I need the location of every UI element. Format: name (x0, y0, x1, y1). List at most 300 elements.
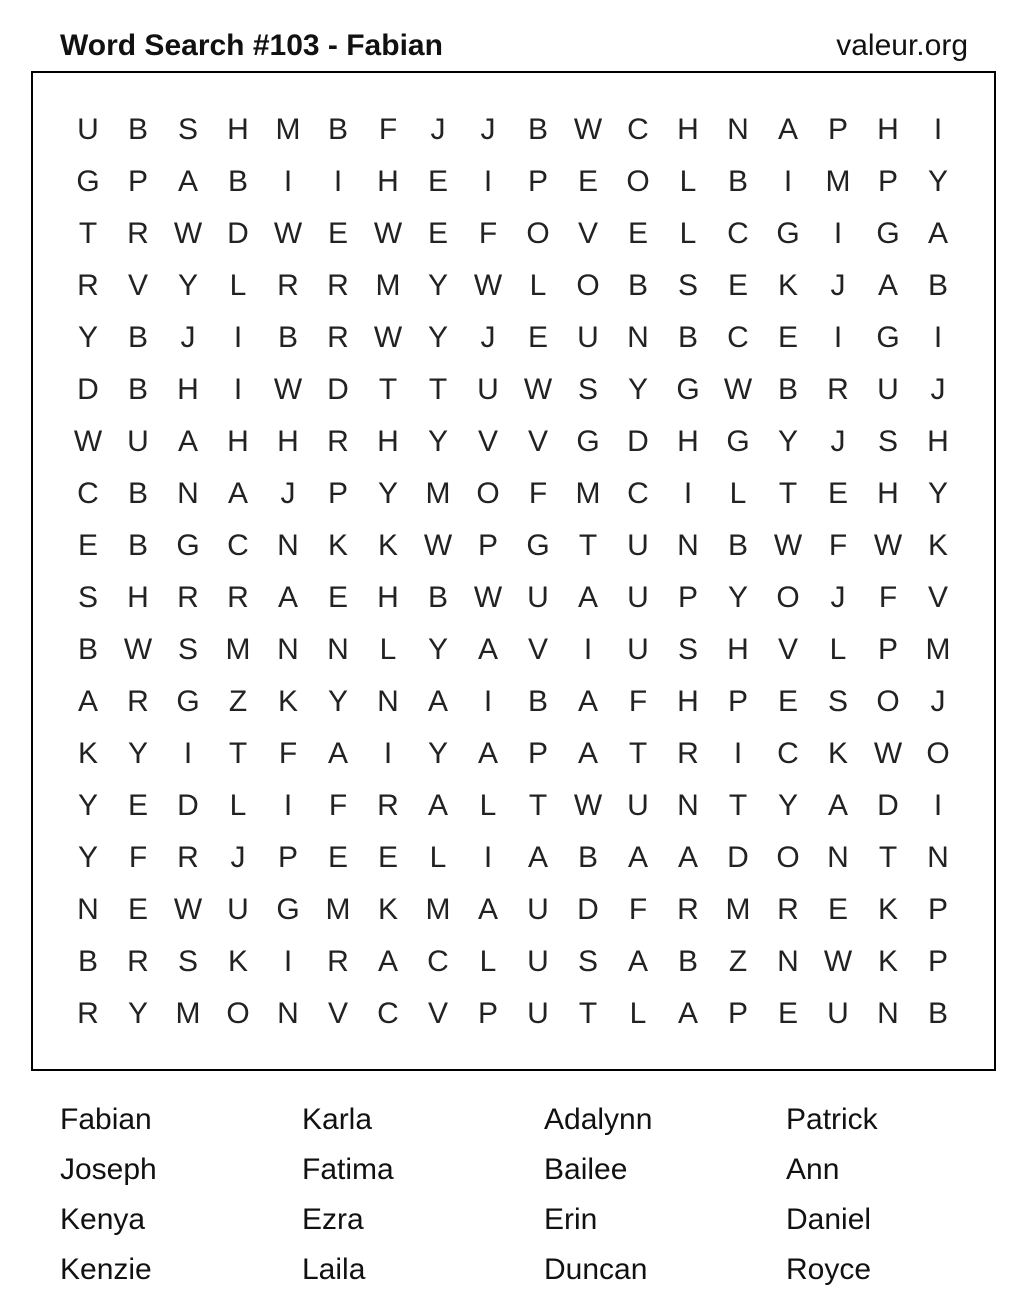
grid-letter: A (377, 945, 398, 978)
grid-letter: K (777, 269, 798, 302)
grid-letter: W (773, 529, 803, 562)
grid-letter: G (726, 425, 750, 458)
grid-letter: R (177, 581, 199, 614)
grid-letter: W (473, 581, 503, 614)
grid-letter: E (827, 477, 848, 510)
grid-letter: J (830, 425, 846, 458)
grid-letter: E (327, 217, 348, 250)
grid-letter: T (728, 789, 748, 822)
grid-letter: C (627, 477, 649, 510)
grid-letter: S (177, 945, 198, 978)
grid-letter: M (425, 477, 451, 510)
grid-letter: D (727, 841, 749, 874)
word-list-item: Erin (544, 1203, 598, 1236)
grid-letter: H (677, 425, 699, 458)
grid-letter: C (427, 945, 449, 978)
grid-letter: U (627, 529, 649, 562)
grid-letter: U (627, 581, 649, 614)
grid-letter: G (526, 529, 550, 562)
grid-letter: H (677, 113, 699, 146)
grid-letter: I (683, 477, 693, 510)
word-list-item: Kenya (60, 1203, 146, 1236)
grid-letter: H (377, 165, 399, 198)
grid-letter: S (827, 685, 848, 718)
grid-letter: N (627, 321, 649, 354)
grid-letter: O (876, 685, 900, 718)
grid-letter: L (829, 633, 847, 666)
word-list-item: Karla (302, 1103, 373, 1136)
grid-letter: G (76, 165, 100, 198)
grid-letter: J (180, 321, 196, 354)
grid-letter: R (377, 789, 399, 822)
grid-letter: E (627, 217, 648, 250)
grid-letter: K (227, 945, 248, 978)
grid-letter: F (478, 217, 498, 250)
grid-letter: W (173, 893, 203, 926)
grid-letter: N (277, 633, 299, 666)
grid-letter: U (227, 893, 249, 926)
grid-letter: H (877, 477, 899, 510)
grid-letter: Y (427, 321, 448, 354)
grid-letter: T (378, 373, 398, 406)
grid-letter: J (930, 685, 946, 718)
grid-letter: S (77, 581, 98, 614)
grid-letter: R (127, 945, 149, 978)
word-list-item: Joseph (60, 1153, 157, 1186)
grid-letter: G (176, 685, 200, 718)
grid-letter: V (527, 633, 548, 666)
grid-letter: K (377, 893, 398, 926)
grid-letter: K (877, 945, 898, 978)
grid-letter: M (825, 165, 851, 198)
grid-letter: M (325, 893, 351, 926)
grid-letter: J (830, 269, 846, 302)
grid-letter: R (327, 425, 349, 458)
grid-letter: P (927, 893, 948, 926)
grid-letter: I (733, 737, 743, 770)
grid-letter: I (483, 685, 493, 718)
grid-letter: Y (427, 425, 448, 458)
grid-letter: N (277, 529, 299, 562)
grid-letter: A (577, 581, 598, 614)
grid-letter: C (777, 737, 799, 770)
word-list-item: Royce (786, 1253, 872, 1286)
grid-letter: U (127, 425, 149, 458)
grid-letter: S (177, 113, 198, 146)
grid-letter: Y (777, 425, 798, 458)
grid-letter: E (127, 893, 148, 926)
grid-letter: L (679, 165, 697, 198)
grid-letter: Y (377, 477, 398, 510)
grid-letter: R (327, 945, 349, 978)
grid-letter: P (327, 477, 348, 510)
grid-letter: F (328, 789, 348, 822)
grid-letter: T (878, 841, 898, 874)
grid-letter: I (233, 321, 243, 354)
grid-letter: K (927, 529, 948, 562)
grid-letter: N (877, 997, 899, 1030)
grid-letter: B (777, 373, 798, 406)
grid-letter: B (677, 945, 698, 978)
grid-letter: A (777, 113, 798, 146)
grid-letter: I (183, 737, 193, 770)
grid-letter: T (428, 373, 448, 406)
grid-letter: N (677, 789, 699, 822)
grid-letter: M (925, 633, 951, 666)
grid-letter: P (677, 581, 698, 614)
grid-letter: K (277, 685, 298, 718)
grid-letter: W (873, 529, 903, 562)
grid-letter: P (527, 165, 548, 198)
grid-letter: Y (427, 269, 448, 302)
grid-letter: L (229, 789, 247, 822)
grid-letter: H (727, 633, 749, 666)
grid-letter: N (377, 685, 399, 718)
grid-letter: D (227, 217, 249, 250)
grid-letter: U (527, 893, 549, 926)
grid-letter: P (127, 165, 148, 198)
grid-letter: D (877, 789, 899, 822)
grid-letter: H (177, 373, 199, 406)
word-list (60, 1095, 1028, 1295)
grid-letter: O (776, 581, 800, 614)
grid-letter: W (573, 113, 603, 146)
grid-letter: P (477, 997, 498, 1030)
grid-letter: H (227, 425, 249, 458)
grid-letter: U (527, 581, 549, 614)
grid-letter: I (933, 113, 943, 146)
grid-letter: O (476, 477, 500, 510)
grid-letter: O (776, 841, 800, 874)
grid-letter: G (676, 373, 700, 406)
grid-letter: F (378, 113, 398, 146)
grid-letter: I (783, 165, 793, 198)
grid-letter: N (827, 841, 849, 874)
grid-letter: A (927, 217, 948, 250)
grid-letter: J (830, 581, 846, 614)
grid-letter: H (877, 113, 899, 146)
grid-letter: I (933, 321, 943, 354)
grid-letter: V (327, 997, 348, 1030)
grid-letter: E (77, 529, 98, 562)
grid-letter: U (627, 633, 649, 666)
grid-letter: V (927, 581, 948, 614)
grid-letter: B (627, 269, 648, 302)
grid-letter: E (577, 165, 598, 198)
grid-letter: A (577, 737, 598, 770)
grid-letter: Y (127, 737, 148, 770)
grid-letter: A (627, 945, 648, 978)
grid-letter: P (927, 945, 948, 978)
grid-letter: J (230, 841, 246, 874)
grid-letter: W (573, 789, 603, 822)
grid-letter: G (276, 893, 300, 926)
grid-letter: B (227, 165, 248, 198)
grid-letter: L (429, 841, 447, 874)
grid-letter: F (528, 477, 548, 510)
grid-letter: E (527, 321, 548, 354)
grid-letter: R (77, 997, 99, 1030)
grid-letter: T (778, 477, 798, 510)
grid-letter: T (78, 217, 98, 250)
grid-letter: N (677, 529, 699, 562)
grid-letter: K (377, 529, 398, 562)
grid-letter: A (427, 685, 448, 718)
grid-letter: W (273, 217, 303, 250)
grid-letter: B (327, 113, 348, 146)
grid-letter: K (77, 737, 98, 770)
grid-letter: T (628, 737, 648, 770)
grid-letter: B (677, 321, 698, 354)
grid-letter: O (526, 217, 550, 250)
grid-letter: L (629, 997, 647, 1030)
grid-letter: A (177, 165, 198, 198)
grid-letter: W (273, 373, 303, 406)
grid-letter: A (677, 997, 698, 1030)
grid-letter: C (377, 997, 399, 1030)
grid-letter: W (373, 217, 403, 250)
grid-letter: E (127, 789, 148, 822)
grid-letter: R (277, 269, 299, 302)
grid-letter: Y (77, 321, 98, 354)
grid-letter: C (227, 529, 249, 562)
grid-letter: B (527, 113, 548, 146)
grid-letter: D (77, 373, 99, 406)
grid-letter: U (877, 373, 899, 406)
grid-letter: B (127, 477, 148, 510)
grid-letter: U (627, 789, 649, 822)
grid-letter: S (577, 945, 598, 978)
grid-letter: A (527, 841, 548, 874)
grid-letter: A (177, 425, 198, 458)
grid-letter: Z (728, 945, 748, 978)
grid-letter: N (177, 477, 199, 510)
grid-letter: W (873, 737, 903, 770)
word-list-item: Fatima (302, 1153, 394, 1186)
grid-letter: P (477, 529, 498, 562)
grid-letter: B (77, 633, 98, 666)
grid-letter: L (729, 477, 747, 510)
grid-letter: B (127, 321, 148, 354)
grid-letter: F (828, 529, 848, 562)
grid-letter: V (127, 269, 148, 302)
grid-letter: B (277, 321, 298, 354)
grid-letter: I (933, 789, 943, 822)
grid-letter: A (477, 633, 498, 666)
grid-letter: A (827, 789, 848, 822)
grid-letter: A (477, 737, 498, 770)
grid-letter: I (583, 633, 593, 666)
grid-letter: H (377, 425, 399, 458)
grid-letter: Y (427, 737, 448, 770)
grid-letter: W (173, 217, 203, 250)
grid-letter: E (377, 841, 398, 874)
grid-letter: S (677, 633, 698, 666)
grid-letter: L (479, 945, 497, 978)
grid-letter: I (483, 841, 493, 874)
grid-letter: M (175, 997, 201, 1030)
letter-grid (63, 104, 963, 1040)
grid-letter: P (877, 165, 898, 198)
grid-letter: M (375, 269, 401, 302)
grid-letter: R (777, 893, 799, 926)
grid-letter: B (127, 529, 148, 562)
grid-letter: C (627, 113, 649, 146)
grid-letter: B (727, 529, 748, 562)
grid-letter: H (677, 685, 699, 718)
grid-letter: E (727, 269, 748, 302)
grid-letter: Z (228, 685, 248, 718)
grid-letter: S (877, 425, 898, 458)
grid-letter: R (677, 893, 699, 926)
grid-letter: E (777, 321, 798, 354)
grid-letter: F (628, 893, 648, 926)
grid-letter: P (877, 633, 898, 666)
grid-letter: A (327, 737, 348, 770)
grid-letter: A (677, 841, 698, 874)
grid-letter: H (227, 113, 249, 146)
word-list-item: Adalynn (544, 1103, 653, 1136)
grid-letter: R (327, 269, 349, 302)
grid-letter: H (277, 425, 299, 458)
grid-letter: O (626, 165, 650, 198)
grid-letter: M (725, 893, 751, 926)
word-list-item: Daniel (786, 1203, 872, 1236)
grid-letter: C (77, 477, 99, 510)
grid-letter: G (876, 321, 900, 354)
grid-letter: E (327, 581, 348, 614)
word-list-item: Duncan (544, 1253, 648, 1286)
grid-letter: P (527, 737, 548, 770)
grid-letter: Y (127, 997, 148, 1030)
grid-letter: J (430, 113, 446, 146)
word-list-item: Laila (302, 1253, 366, 1286)
grid-letter: J (930, 373, 946, 406)
word-list-item: Fabian (60, 1103, 152, 1136)
grid-letter: R (227, 581, 249, 614)
grid-letter: A (427, 789, 448, 822)
grid-letter: B (927, 997, 948, 1030)
grid-letter: L (529, 269, 547, 302)
grid-letter: A (77, 685, 98, 718)
grid-letter: I (383, 737, 393, 770)
grid-letter: D (627, 425, 649, 458)
grid-letter: E (427, 165, 448, 198)
grid-letter: N (277, 997, 299, 1030)
grid-letter: H (377, 581, 399, 614)
grid-letter: Y (327, 685, 348, 718)
grid-letter: U (527, 997, 549, 1030)
grid-letter: R (827, 373, 849, 406)
grid-letter: T (578, 529, 598, 562)
grid-letter: W (723, 373, 753, 406)
grid-letter: A (877, 269, 898, 302)
grid-letter: U (577, 321, 599, 354)
grid-letter: R (127, 217, 149, 250)
grid-letter: G (776, 217, 800, 250)
grid-letter: B (427, 581, 448, 614)
grid-letter: U (527, 945, 549, 978)
grid-letter: K (827, 737, 848, 770)
grid-letter: M (575, 477, 601, 510)
grid-letter: I (283, 945, 293, 978)
grid-letter: W (473, 269, 503, 302)
grid-letter: N (927, 841, 949, 874)
grid-letter: E (777, 997, 798, 1030)
word-list-item: Kenzie (60, 1253, 152, 1286)
grid-letter: L (679, 217, 697, 250)
grid-letter: I (233, 373, 243, 406)
grid-letter: Y (177, 269, 198, 302)
grid-letter: A (227, 477, 248, 510)
grid-letter: N (727, 113, 749, 146)
word-list-item: Ezra (302, 1203, 364, 1236)
grid-letter: J (480, 113, 496, 146)
grid-letter: Y (77, 789, 98, 822)
grid-letter: B (127, 113, 148, 146)
grid-letter: U (477, 373, 499, 406)
grid-letter: O (926, 737, 950, 770)
grid-letter: F (278, 737, 298, 770)
grid-letter: T (228, 737, 248, 770)
grid-letter: P (727, 685, 748, 718)
grid-letter: P (727, 997, 748, 1030)
grid-letter: Y (627, 373, 648, 406)
grid-letter: R (77, 269, 99, 302)
grid-letter: W (423, 529, 453, 562)
grid-letter: B (927, 269, 948, 302)
grid-letter: V (577, 217, 598, 250)
grid-letter: R (127, 685, 149, 718)
grid-letter: D (577, 893, 599, 926)
grid-letter: B (727, 165, 748, 198)
grid-letter: F (878, 581, 898, 614)
grid-letter: B (527, 685, 548, 718)
word-list-item: Bailee (544, 1153, 628, 1186)
grid-letter: J (480, 321, 496, 354)
grid-letter: P (277, 841, 298, 874)
grid-letter: Y (777, 789, 798, 822)
grid-letter: F (128, 841, 148, 874)
grid-letter: B (127, 373, 148, 406)
grid-letter: V (427, 997, 448, 1030)
grid-letter: M (425, 893, 451, 926)
grid-letter: W (73, 425, 103, 458)
grid-letter: Y (927, 477, 948, 510)
grid-letter: S (177, 633, 198, 666)
grid-letter: J (280, 477, 296, 510)
grid-letter: E (777, 685, 798, 718)
site-name: valeur.org (836, 29, 968, 62)
grid-letter: Y (927, 165, 948, 198)
grid-letter: C (727, 217, 749, 250)
grid-letter: T (578, 997, 598, 1030)
grid-letter: P (827, 113, 848, 146)
page-title: Word Search #103 - Fabian (60, 29, 443, 62)
grid-letter: W (373, 321, 403, 354)
grid-letter: K (327, 529, 348, 562)
grid-letter: A (477, 893, 498, 926)
grid-letter: S (677, 269, 698, 302)
grid-letter: K (877, 893, 898, 926)
grid-letter: I (483, 165, 493, 198)
grid-letter: B (77, 945, 98, 978)
grid-letter: G (176, 529, 200, 562)
grid-letter: M (225, 633, 251, 666)
grid-letter: E (427, 217, 448, 250)
grid-letter: O (226, 997, 250, 1030)
grid-letter: N (777, 945, 799, 978)
